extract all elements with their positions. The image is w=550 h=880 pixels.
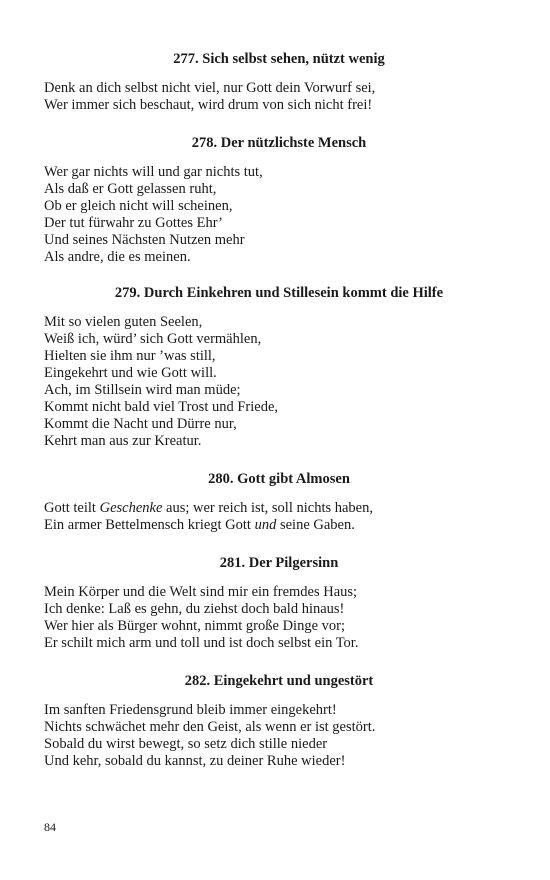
verse-line: Wer gar nichts will und gar nichts tut, — [44, 164, 263, 180]
verse-line: Wer immer sich beschaut, wird drum von sich nicht frei! — [44, 97, 373, 113]
verse-line: Und kehr, sobald du kannst, zu deiner Ruhe wieder! — [44, 753, 346, 769]
verse-text: aus; wer reich ist, soll nichts haben, — [162, 500, 373, 516]
verse-line: Eingekehrt und wie Gott will. — [44, 365, 217, 381]
emphasized-text: und — [254, 517, 277, 533]
verse-line: Kommt die Nacht und Dürre nur, — [44, 416, 237, 432]
verse-line — [44, 517, 514, 534]
epigram-280 — [44, 470, 514, 534]
verse-block — [44, 500, 514, 534]
epigram-heading: 281. Der Pilgersinn — [219, 555, 339, 571]
verse-line: Denk an dich selbst nicht viel, nur Gott dein Vorwurf sei, — [44, 80, 376, 96]
verse-line: Sobald du wirst bewegt, so setz dich stille nieder — [44, 736, 328, 752]
epigram-heading: 278. Der nützlichste Mensch — [191, 135, 367, 151]
verse-block — [44, 80, 514, 114]
verse-line: Kommt nicht bald viel Trost und Friede, — [44, 399, 279, 415]
verse-line: Hielten sie ihm nur ’was still, — [44, 348, 216, 364]
epigram-279 — [44, 284, 514, 450]
verse-block — [44, 314, 514, 450]
epigram-heading: 280. Gott gibt Almosen — [208, 471, 350, 487]
verse-line: Ich denke: Laß es gehn, du ziehst doch bald hinaus! — [44, 601, 345, 617]
page-number: 84 — [44, 820, 56, 834]
verse-text: Gott teilt — [44, 500, 100, 516]
verse-line — [44, 500, 514, 517]
emphasized-text: Geschenke — [99, 500, 163, 516]
verse-block — [44, 164, 514, 266]
verse-line: Weiß ich, würd’ sich Gott vermählen, — [44, 331, 262, 347]
epigram-heading: 282. Eingekehrt und ungestört — [184, 673, 374, 689]
verse-block — [44, 584, 514, 652]
verse-line: Ach, im Stillsein wird man müde; — [44, 382, 241, 398]
epigram-278 — [44, 134, 514, 266]
verse-line: Wer hier als Bürger wohnt, nimmt große Dinge vor; — [44, 618, 345, 634]
epigram-281 — [44, 554, 514, 652]
verse-block — [44, 702, 514, 770]
epigram-277 — [44, 50, 514, 114]
verse-line: Kehrt man aus zur Kreatur. — [44, 433, 202, 449]
verse-line: Mein Körper und die Welt sind mir ein fremdes Haus; — [44, 584, 358, 600]
epigram-heading: 279. Durch Einkehren und Stillesein kommt die Hilfe — [114, 285, 444, 301]
verse-line: Nichts schwächet mehr den Geist, als wenn er ist gestört. — [44, 719, 376, 735]
epigram-282 — [44, 672, 514, 770]
epigram-heading: 277. Sich selbst sehen, nützt wenig — [173, 51, 385, 67]
verse-text: seine Gaben. — [276, 517, 355, 533]
verse-line: Der tut fürwahr zu Gottes Ehr’ — [44, 215, 223, 231]
verse-text: Ein armer Bettelmensch kriegt Gott — [44, 517, 255, 533]
verse-line: Ob er gleich nicht will scheinen, — [44, 198, 233, 214]
verse-line: Im sanften Friedensgrund bleib immer eingekehrt! — [44, 702, 337, 718]
verse-line: Mit so vielen guten Seelen, — [44, 314, 203, 330]
verse-line: Als andre, die es meinen. — [44, 249, 191, 265]
verse-line: Und seines Nächsten Nutzen mehr — [44, 232, 245, 248]
verse-line: Als daß er Gott gelassen ruht, — [44, 181, 217, 197]
verse-line: Er schilt mich arm und toll und ist doch selbst ein Tor. — [44, 635, 359, 651]
